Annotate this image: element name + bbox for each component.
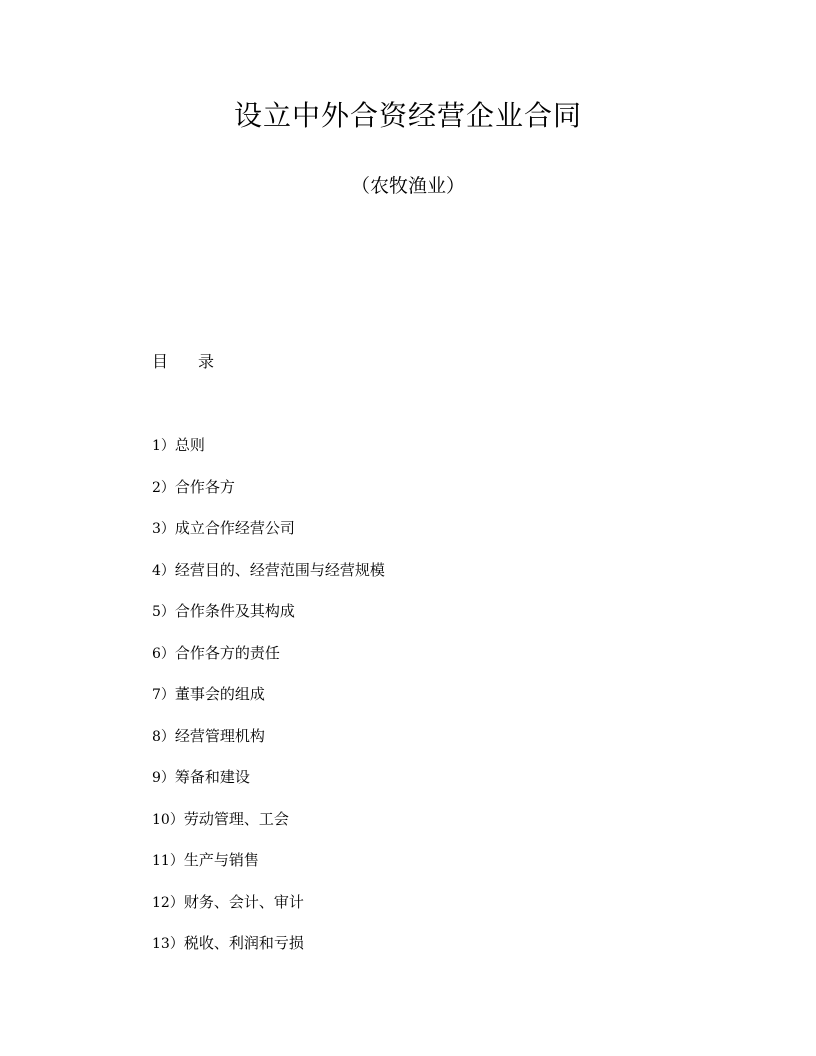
toc-item-text: 成立合作经营公司 <box>174 519 295 537</box>
toc-item-number: 1） <box>152 438 175 454</box>
toc-item-text: 生产与销售 <box>183 851 259 869</box>
toc-item-number: 6） <box>152 645 175 662</box>
toc-item <box>152 600 385 642</box>
toc-item-number: 4） <box>152 562 175 579</box>
toc-item <box>152 642 385 684</box>
toc-item <box>152 766 385 808</box>
toc-item-text: 劳动管理、工会 <box>183 809 289 828</box>
toc-item-text: 税收、利润和亏损 <box>183 934 304 952</box>
toc-item <box>152 808 385 850</box>
toc-item <box>152 559 385 601</box>
toc-heading <box>152 350 214 374</box>
toc-item-text: 合作各方 <box>174 477 235 496</box>
document-title: 设立中外合资经营企业合同 <box>233 99 582 132</box>
toc-item <box>152 476 385 518</box>
toc-item <box>152 891 385 933</box>
toc-item-text: 董事会的组成 <box>174 685 265 703</box>
toc-item-text: 合作条件及其构成 <box>174 602 295 620</box>
toc-item-number: 10） <box>152 811 184 828</box>
toc-item <box>152 932 385 974</box>
toc-item-number: 2） <box>152 479 175 496</box>
document-subtitle: （农牧渔业） <box>350 175 465 197</box>
toc-item-number: 3） <box>152 521 175 537</box>
toc-heading-left: 目 <box>152 352 169 371</box>
toc-item <box>152 725 385 767</box>
toc-item-text: 筹备和建设 <box>174 768 250 786</box>
toc-item-text: 经营目的、经营范围与经营规模 <box>174 560 385 579</box>
toc-item-number: 7） <box>152 687 175 703</box>
toc-item-text: 经营管理机构 <box>174 726 265 745</box>
toc-item-number: 5） <box>152 604 175 620</box>
toc-heading-right: 录 <box>198 352 215 371</box>
toc-item <box>152 849 385 891</box>
toc-list <box>152 434 385 974</box>
toc-item-number: 9） <box>152 770 175 786</box>
toc-item-number: 8） <box>152 728 175 745</box>
toc-item <box>152 683 385 725</box>
toc-item-number: 13） <box>152 936 184 952</box>
toc-item-number: 12） <box>152 894 184 911</box>
toc-item <box>152 517 385 559</box>
toc-item <box>152 434 385 476</box>
toc-item-text: 财务、会计、审计 <box>183 892 304 911</box>
toc-item-text: 合作各方的责任 <box>174 643 280 662</box>
toc-item-number: 11） <box>152 853 184 869</box>
toc-item-text: 总则 <box>174 436 205 454</box>
